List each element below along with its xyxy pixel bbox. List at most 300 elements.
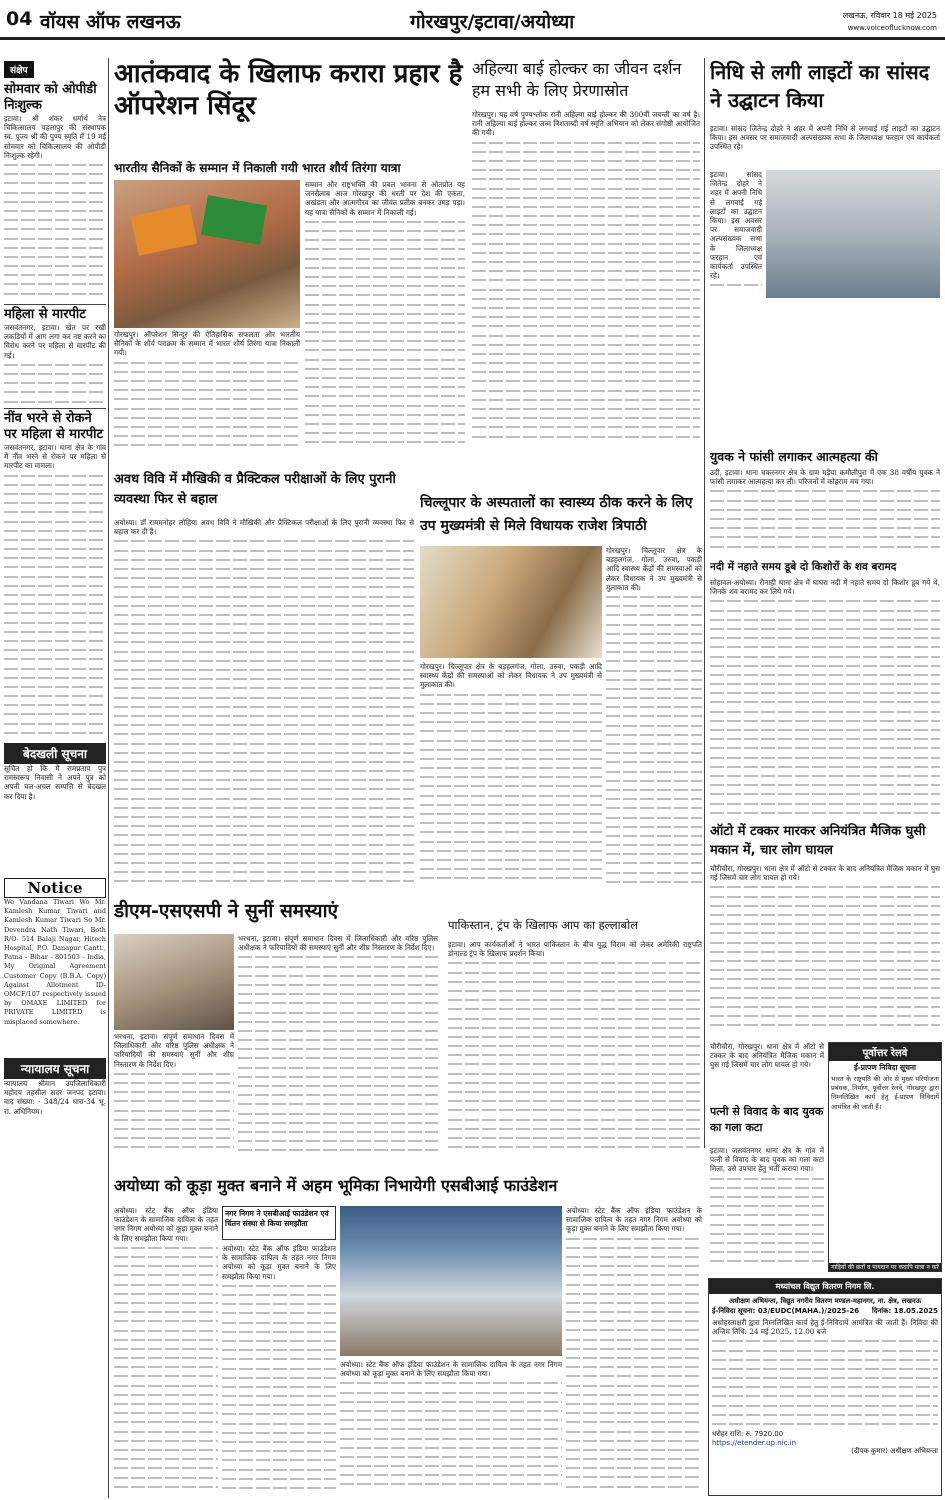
text-line-placeholder	[222, 1465, 336, 1474]
text-line-placeholder	[566, 1325, 702, 1334]
flag-green	[201, 195, 267, 245]
text-line-placeholder	[238, 1090, 438, 1099]
text-line-placeholder	[710, 771, 940, 780]
text-line-placeholder	[4, 599, 106, 608]
text-line-placeholder	[566, 1289, 702, 1298]
brief1-title: सोमवार को ओपीडी निःशुल्क	[4, 82, 97, 113]
text-line-placeholder	[712, 1419, 938, 1428]
text-line-placeholder	[4, 664, 106, 673]
text-line-placeholder	[114, 1298, 218, 1307]
text-line-placeholder	[305, 281, 465, 290]
text-line-placeholder	[222, 1308, 336, 1317]
text-line-placeholder	[114, 573, 414, 582]
text-line-placeholder	[114, 757, 414, 766]
text-line-placeholder	[238, 1017, 438, 1026]
lead-caption: गोरखपुर। ऑपरेशन सिन्दूर की ऐतिहासिक सफलता और भारतीय सैनिकों के शौर्य पराक्रम के सम्मान में भारत शौर्य तिरंगा यात्रा निकाली गयी।	[114, 330, 300, 450]
text-line-placeholder	[4, 636, 106, 645]
text-line-placeholder	[710, 919, 940, 928]
text-line-placeholder	[606, 620, 702, 629]
text-line-placeholder	[710, 542, 940, 551]
text-line-placeholder	[710, 780, 940, 789]
text-line-placeholder	[114, 1326, 218, 1335]
notice1-title: बेदखली सूचना	[4, 743, 106, 764]
text-line-placeholder	[606, 629, 702, 638]
text-line-placeholder	[472, 422, 700, 431]
text-line-placeholder	[114, 1078, 234, 1087]
text-line-placeholder	[238, 952, 438, 961]
text-line-placeholder	[340, 1397, 562, 1406]
text-line-placeholder	[4, 360, 106, 369]
website-link[interactable]: www.voiceoflucknow.com	[847, 24, 937, 32]
text-line-placeholder	[222, 1318, 336, 1327]
text-line-placeholder	[238, 1109, 438, 1118]
text-line-placeholder	[448, 1023, 702, 1032]
text-line-placeholder	[606, 647, 702, 656]
left-sidebar	[4, 58, 106, 1500]
masthead	[0, 0, 945, 40]
railway-body: भारत के राष्ट्रपति की ओर से मुख्य परियोजना प्रबंधक, निर्माण, पूर्वोत्तर रेलवे, गोरखपुर द्वारा निम्नलिखित कार्य हेतु ई-प्रापण निविदायें आमंत्रित की जाती हैं।	[831, 1075, 939, 1111]
text-line-placeholder	[420, 745, 602, 754]
text-line-placeholder	[238, 989, 438, 998]
text-line-placeholder	[566, 1390, 702, 1399]
text-line-placeholder	[712, 1410, 938, 1419]
text-line-placeholder	[710, 1210, 824, 1219]
text-line-placeholder	[448, 1115, 702, 1124]
text-line-placeholder	[448, 1105, 702, 1114]
column-rule	[704, 58, 705, 1148]
text-line-placeholder	[710, 707, 940, 716]
text-line-placeholder	[114, 1335, 218, 1344]
text-line-placeholder	[710, 1183, 824, 1192]
text-line-placeholder	[472, 156, 700, 165]
text-line-placeholder	[420, 818, 602, 827]
text-line-placeholder	[4, 691, 106, 700]
text-line-placeholder	[305, 382, 465, 391]
text-line-placeholder	[710, 532, 940, 541]
text-line-placeholder	[472, 303, 700, 312]
text-line-placeholder	[710, 789, 940, 798]
text-line-placeholder	[340, 1443, 562, 1452]
text-line-placeholder	[114, 1243, 218, 1252]
text-line-placeholder	[4, 526, 106, 535]
text-line-placeholder	[4, 261, 106, 270]
text-line-placeholder	[4, 215, 106, 224]
text-line-placeholder	[566, 1381, 702, 1390]
text-line-placeholder	[606, 666, 702, 675]
suicide-headline: युवक ने फांसी लगाकर आत्महत्या की	[710, 449, 878, 464]
tender-dept: मध्यांचल विद्युत वितरण निगम लि.	[709, 1279, 941, 1294]
text-line-placeholder	[114, 592, 414, 601]
text-line-placeholder	[4, 480, 106, 489]
text-line-placeholder	[114, 665, 414, 674]
text-line-placeholder	[222, 1455, 336, 1464]
text-line-placeholder	[238, 1072, 438, 1081]
text-line-placeholder	[710, 938, 940, 947]
text-line-placeholder	[710, 947, 940, 956]
text-line-placeholder	[114, 876, 414, 885]
text-line-placeholder	[4, 252, 106, 261]
text-line-placeholder	[340, 1452, 562, 1461]
text-line-placeholder	[114, 601, 414, 610]
text-line-placeholder	[114, 367, 300, 376]
text-line-placeholder	[114, 1133, 234, 1142]
text-line-placeholder	[4, 279, 106, 288]
text-line-placeholder	[4, 645, 106, 654]
text-line-placeholder	[222, 1419, 336, 1428]
text-line-placeholder	[566, 1335, 702, 1344]
text-line-placeholder	[114, 840, 414, 849]
text-line-placeholder	[238, 980, 438, 989]
dm-headline: डीएम-एसएसपी ने सुनीं समस्याएं	[114, 900, 339, 922]
text-line-placeholder	[710, 670, 940, 679]
text-line-placeholder	[472, 358, 700, 367]
text-line-placeholder	[710, 882, 940, 891]
text-line-placeholder	[340, 1378, 562, 1387]
tender-box	[708, 1278, 942, 1496]
auto-body-cont: चौरीचौरा, गोरखपुर। थाना क्षेत्र में ऑटो से टक्कर के बाद अनियंत्रित मैजिक मकान में घुस गई जिसमें चार लोग घायल हो गये।	[710, 1042, 824, 1070]
text-line-placeholder	[305, 336, 465, 345]
text-line-placeholder	[710, 983, 940, 992]
tender-ref-row	[709, 1307, 941, 1316]
text-line-placeholder	[114, 739, 414, 748]
text-line-placeholder	[710, 606, 940, 615]
text-line-placeholder	[114, 1142, 234, 1151]
section-tag: संक्षेप	[4, 61, 34, 78]
text-line-placeholder	[222, 1391, 336, 1400]
text-line-placeholder	[305, 391, 465, 400]
text-line-placeholder	[114, 1353, 218, 1362]
text-line-placeholder	[222, 1290, 336, 1299]
text-line-placeholder	[448, 1096, 702, 1105]
text-line-placeholder	[222, 1483, 336, 1492]
text-line-placeholder	[4, 682, 106, 691]
text-line-placeholder	[4, 562, 106, 571]
text-line-placeholder	[606, 656, 702, 665]
text-line-placeholder	[114, 1344, 218, 1353]
nidhi-photo	[766, 170, 940, 298]
text-line-placeholder	[4, 160, 106, 169]
text-line-placeholder	[114, 867, 414, 876]
text-line-placeholder	[472, 193, 700, 202]
text-line-placeholder	[114, 1371, 218, 1380]
text-line-placeholder	[606, 693, 702, 702]
text-line-placeholder	[420, 699, 602, 708]
dm-photo	[114, 934, 234, 1030]
sbi-body-2: अयोध्या। स्टेट बैंक ऑफ इंडिया फाउंडेशन के सामाजिक दायित्व के तहत नगर निगम अयोध्या को कूड़ा मुक्त बनाने के लिए समझौता किया गया।	[222, 1244, 336, 1496]
lead-photo	[114, 180, 300, 328]
text-line-placeholder	[114, 830, 414, 839]
text-line-placeholder	[606, 748, 702, 757]
text-line-placeholder	[305, 401, 465, 410]
text-line-placeholder	[114, 1390, 218, 1399]
text-line-placeholder	[710, 486, 940, 495]
text-line-placeholder	[566, 1399, 702, 1408]
text-line-placeholder	[114, 683, 414, 692]
tender-office: अधीक्षण अभियन्ता, विद्युत नगरीय वितरण मण्डल-महानगर, ना. क्षेत्र, लखनऊ	[728, 1297, 922, 1305]
text-line-placeholder	[710, 965, 940, 974]
text-line-placeholder	[305, 419, 465, 428]
text-line-placeholder	[114, 821, 414, 830]
text-line-placeholder	[472, 432, 700, 441]
text-line-placeholder	[114, 582, 414, 591]
nidhi-intro: इटावा। सांसद जितेन्द्र दोहरे ने शहर में अपनी निधि से लगवाई गई लाइटों का उद्घाटन किया। इस अवसर पर समाजवादी अल्पसंख्यक सभा के जिलाध्यक्ष फरहान एवं कार्यकर्ता उपस्थित रहे।	[710, 124, 940, 152]
text-line-placeholder	[305, 373, 465, 382]
text-line-placeholder	[238, 1081, 438, 1090]
text-line-placeholder	[710, 688, 940, 697]
text-line-placeholder	[4, 618, 106, 627]
text-line-placeholder	[420, 690, 602, 699]
text-line-placeholder	[114, 385, 300, 394]
text-line-placeholder	[114, 766, 414, 775]
sbi-sub-box: नगर निगम ने एसबीआई फाउंडेशन एवं चिंतन संस्था से किया समझौता	[222, 1206, 336, 1240]
text-line-placeholder	[222, 1345, 336, 1354]
text-line-placeholder	[710, 514, 940, 523]
chillu-caption: गोरखपुर। चिल्लूपार क्षेत्र के बड़हलगंज, गोला, उरुवा, पकड़ी आदि स्वास्थ्य केंद्रों की समस्याओं को लेकर विधायक ने उप मुख्यमंत्री से मुलाकात की।	[420, 662, 602, 888]
text-line-placeholder	[606, 730, 702, 739]
text-line-placeholder	[4, 489, 106, 498]
text-line-placeholder	[606, 849, 702, 858]
text-line-placeholder	[114, 1124, 234, 1133]
text-line-placeholder	[114, 404, 300, 413]
text-line-placeholder	[4, 700, 106, 709]
text-line-placeholder	[340, 1479, 562, 1488]
tender-sign: (दीपक कुमार) अधीक्षण अभियन्ता	[851, 1447, 938, 1455]
text-line-placeholder	[606, 638, 702, 647]
text-line-placeholder	[420, 736, 602, 745]
brief2-body: जसवंतनगर, इटावा। खेत पर रखी लकड़ियों में आग लगा कर नष्ट करने का विरोध करने पर महिला से मारपीट की गई।	[4, 323, 106, 408]
text-line-placeholder	[114, 1427, 218, 1436]
text-line-placeholder	[4, 572, 106, 581]
notice2-body: We Vandana Tiwari Wo Mr. Kamlesh Kumar Tiwari and Kamlesh Kumar Tiwari So Mr. Devendra Nath Tiwari, Both R/O- 514 Balaji Nagar, Hitech Hospital, P.O. Danapur Cantt., Patna - Bihar - 801503 - India, My Original Agreement Customer Copy (B.B.A. Copy) Against Allotment ID- OMCF/107 respectively issued by OMAXE LIMITED for PRIVATE LIMITED is misplaced somewhere.	[4, 898, 106, 1026]
dm-body: भरथना, इटावा। संपूर्ण समाधान दिवस में जिलाधिकारी और वरिष्ठ पुलिस अधीक्षक ने फरियादियों की समस्याएं सुनीं और शीघ्र निस्तारण के निर्देश दिए।	[114, 1032, 234, 1160]
text-line-placeholder	[472, 404, 700, 413]
text-line-placeholder	[222, 1373, 336, 1382]
text-line-placeholder	[238, 1053, 438, 1062]
text-line-placeholder	[305, 355, 465, 364]
text-line-placeholder	[420, 726, 602, 735]
text-line-placeholder	[710, 734, 940, 743]
text-line-placeholder	[472, 211, 700, 220]
text-line-placeholder	[238, 1145, 438, 1154]
text-line-placeholder	[472, 321, 700, 330]
notice1-body: सूचित हो कि मैं रामप्रताप पुत्र रामस्वरूप निवासी ने अपने पुत्र को अपनी चल-अचल सम्पत्ति से बेदखल कर दिया है।	[4, 764, 106, 801]
awadh-body: अयोध्या। डॉ राममनोहर लोहिया अवध विवि ने मौखिकी और प्रैक्टिकल परीक्षाओं के लिए पुरानी व्यवस्था फिर से बहाल कर दी है।	[114, 518, 414, 888]
text-line-placeholder	[4, 206, 106, 215]
text-line-placeholder	[114, 422, 300, 431]
wife-body: इटावा। जसवंतनगर थाना क्षेत्र के गांव में पत्नी से विवाद के बाद युवक का गला कटा मिला, उसे उपचार हेतु भर्ती कराया गया।	[710, 1146, 824, 1272]
text-line-placeholder	[4, 378, 106, 387]
text-line-placeholder	[420, 846, 602, 855]
text-line-placeholder	[566, 1482, 702, 1491]
edition-date: लखनऊ, रविवार 18 मई 2025	[842, 11, 937, 20]
text-line-placeholder	[448, 1050, 702, 1059]
text-line-placeholder	[305, 327, 465, 336]
text-line-placeholder	[710, 697, 940, 706]
text-line-placeholder	[420, 754, 602, 763]
text-line-placeholder	[712, 1336, 938, 1345]
text-line-placeholder	[305, 309, 465, 318]
text-line-placeholder	[114, 702, 414, 711]
text-line-placeholder	[710, 1247, 824, 1256]
text-line-placeholder	[712, 1355, 938, 1364]
sbi-body-3: अयोध्या। स्टेट बैंक ऑफ इंडिया फाउंडेशन के सामाजिक दायित्व के तहत नगर निगम अयोध्या को कूड़ा मुक्त बनाने के लिए समझौता किया गया।	[340, 1360, 562, 1496]
text-line-placeholder	[566, 1261, 702, 1270]
text-line-placeholder	[420, 781, 602, 790]
text-line-placeholder	[566, 1234, 702, 1243]
tender-cost: धरोहर राशि: रु. 7920.00	[712, 1430, 784, 1438]
text-line-placeholder	[114, 546, 414, 555]
text-line-placeholder	[710, 1201, 824, 1210]
text-line-placeholder	[340, 1434, 562, 1443]
lead-body: सम्मान और राष्ट्रभक्ति की प्रबल भावना से ओतप्रोत यह जनसैलाब आज गोरखपुर की धरती पर देश की एकता, अखंडता और आत्मगौरव का जीवंत प्रतीक बनकर उमड़ पड़ा। यह यात्रा सैनिकों के सम्मान में निकाली गई।	[305, 180, 465, 450]
text-line-placeholder	[222, 1474, 336, 1483]
text-line-placeholder	[238, 1008, 438, 1017]
text-line-placeholder	[448, 1014, 702, 1023]
text-line-placeholder	[222, 1409, 336, 1418]
text-line-placeholder	[420, 791, 602, 800]
text-line-placeholder	[472, 239, 700, 248]
text-line-placeholder	[710, 753, 940, 762]
brief1-body: इटावा। श्री शंकर धर्मार्थ नेत्र चिकित्सालय पहलापुर की संस्थापक स्व. पूज्य श्री की पुण्य स्मृति में 19 मई सोमवार को चिकित्सालय की ओपीडी निःशुल्क रहेगी।	[4, 114, 106, 304]
text-line-placeholder	[114, 803, 414, 812]
text-line-placeholder	[4, 197, 106, 206]
brief2-title: महिला से मारपीट	[4, 304, 106, 323]
aap-headline: पाकिस्तान, ट्रंप के खिलाफ आप का हल्लाबोल	[448, 918, 638, 932]
text-line-placeholder	[420, 809, 602, 818]
text-line-placeholder	[710, 505, 940, 514]
text-line-placeholder	[710, 1020, 940, 1029]
text-line-placeholder	[606, 702, 702, 711]
railway-ad	[828, 1042, 942, 1272]
text-line-placeholder	[114, 1096, 234, 1105]
text-line-placeholder	[4, 728, 106, 737]
text-line-placeholder	[4, 224, 106, 233]
text-line-placeholder	[606, 721, 702, 730]
text-line-placeholder	[710, 928, 940, 937]
ahilya-body: गोरखपुर। यह वर्ष पुण्यश्लोक रानी अहिल्या बाई होल्कर की 300वीं जयन्ती का वर्ष है। रानी अहिल्या बाई होल्कर जन्म त्रिशताब्दी वर्ष स्मृति अभियान को लेकर संगोष्ठी आयोजित की गयी।	[472, 110, 700, 450]
text-line-placeholder	[566, 1280, 702, 1289]
text-line-placeholder	[114, 1362, 218, 1371]
text-line-placeholder	[448, 1124, 702, 1133]
text-line-placeholder	[448, 1087, 702, 1096]
text-line-placeholder	[710, 661, 940, 670]
text-line-placeholder	[114, 637, 414, 646]
lead-subhead: भारतीय सैनिकों के सम्मान में निकाली गयी भारत शौर्य तिरंगा यात्रा	[114, 161, 401, 175]
text-line-placeholder	[710, 808, 940, 817]
text-line-placeholder	[472, 275, 700, 284]
text-line-placeholder	[238, 971, 438, 980]
text-line-placeholder	[114, 1473, 218, 1482]
text-line-placeholder	[448, 977, 702, 986]
text-line-placeholder	[114, 1289, 218, 1298]
text-line-placeholder	[238, 1118, 438, 1127]
text-line-placeholder	[472, 248, 700, 257]
text-line-placeholder	[4, 234, 106, 243]
brief3-title: नींव भरने से रोकने पर महिला से मारपीट	[4, 408, 106, 443]
wife-headline: पत्नी से विवाद के बाद युवक का गला कटा	[710, 1105, 824, 1134]
text-line-placeholder	[606, 785, 702, 794]
text-line-placeholder	[305, 235, 465, 244]
text-line-placeholder	[114, 720, 414, 729]
text-line-placeholder	[566, 1463, 702, 1472]
text-line-placeholder	[712, 1346, 938, 1355]
text-line-placeholder	[448, 1004, 702, 1013]
lead-headline: आतंकवाद के खिलाफ करारा प्रहार है ऑपरेशन सिंदूर	[114, 59, 463, 121]
text-line-placeholder	[114, 1417, 218, 1426]
text-line-placeholder	[710, 596, 940, 605]
text-line-placeholder	[4, 535, 106, 544]
text-line-placeholder	[606, 813, 702, 822]
text-line-placeholder	[472, 184, 700, 193]
text-line-placeholder	[114, 748, 414, 757]
text-line-placeholder	[420, 772, 602, 781]
text-line-placeholder	[222, 1336, 336, 1345]
text-line-placeholder	[222, 1400, 336, 1409]
text-line-placeholder	[340, 1470, 562, 1479]
text-line-placeholder	[712, 1382, 938, 1391]
text-line-placeholder	[222, 1446, 336, 1455]
text-line-placeholder	[712, 1364, 938, 1373]
chillu-body: गोरखपुर। चिल्लूपार क्षेत्र के बड़हलगंज, गोला, उरुवा, पकड़ी आदि स्वास्थ्य केंद्रों की समस्याओं को लेकर विधायक ने उप मुख्यमंत्री से मुलाकात की।	[606, 546, 702, 888]
text-line-placeholder	[305, 226, 465, 235]
text-line-placeholder	[710, 1174, 824, 1183]
tender-url[interactable]: https://etender.up.nic.in	[712, 1439, 797, 1447]
text-line-placeholder	[448, 1069, 702, 1078]
text-line-placeholder	[114, 647, 414, 656]
text-line-placeholder	[305, 318, 465, 327]
text-line-placeholder	[420, 827, 602, 836]
text-line-placeholder	[222, 1354, 336, 1363]
text-line-placeholder	[606, 610, 702, 619]
text-line-placeholder	[114, 775, 414, 784]
edition-cities: गोरखपुर/इटावा/अयोध्या	[410, 11, 575, 33]
text-line-placeholder	[4, 498, 106, 507]
railway-footer: गाड़ियों की छतों व पायदान पर कदापि यात्रा न करें	[829, 1263, 941, 1271]
text-line-placeholder	[238, 962, 438, 971]
text-line-placeholder	[4, 553, 106, 562]
nidhi-headline: निधि से लगी लाइटों का सांसद ने उद्घाटन किया	[710, 60, 930, 112]
drown-headline: नदी में नहाते समय डूबे दो किशोरों के शव बरामद	[710, 561, 897, 573]
text-line-placeholder	[710, 523, 940, 532]
text-line-placeholder	[472, 376, 700, 385]
text-line-placeholder	[472, 174, 700, 183]
text-line-placeholder	[472, 138, 700, 147]
text-line-placeholder	[710, 892, 940, 901]
text-line-placeholder	[710, 725, 940, 734]
text-line-placeholder	[472, 285, 700, 294]
text-line-placeholder	[566, 1371, 702, 1380]
text-line-placeholder	[4, 270, 106, 279]
nidhi-col: इटावा। सांसद जितेन्द्र दोहरे ने शहर में अपनी निधि से लगवाई गई लाइटों का उद्घाटन किया। इस अवसर पर समाजवादी अल्पसंख्यक सभा के जिलाध्यक्ष फरहान एवं कार्यकर्ता उपस्थित रहे।	[710, 170, 762, 298]
text-line-placeholder	[472, 312, 700, 321]
text-line-placeholder	[114, 1280, 218, 1289]
text-line-placeholder	[710, 1229, 824, 1238]
chillu-photo	[420, 546, 602, 658]
text-line-placeholder	[606, 868, 702, 877]
text-line-placeholder	[710, 1220, 824, 1229]
text-line-placeholder	[472, 257, 700, 266]
text-line-placeholder	[566, 1362, 702, 1371]
text-line-placeholder	[4, 544, 106, 553]
text-line-placeholder	[114, 794, 414, 803]
text-line-placeholder	[606, 601, 702, 610]
text-line-placeholder	[710, 743, 940, 752]
chillu-headline: चिल्लूपार के अस्पतालों का स्वास्थ्य ठीक करने के लिए उप मुख्यमंत्री से मिले विधायक राजेश त्रिपाठी	[420, 495, 693, 534]
text-line-placeholder	[114, 610, 414, 619]
railway-title: पूर्वोत्तर रेलवे	[829, 1043, 941, 1061]
text-line-placeholder	[606, 840, 702, 849]
text-line-placeholder	[710, 1011, 940, 1020]
